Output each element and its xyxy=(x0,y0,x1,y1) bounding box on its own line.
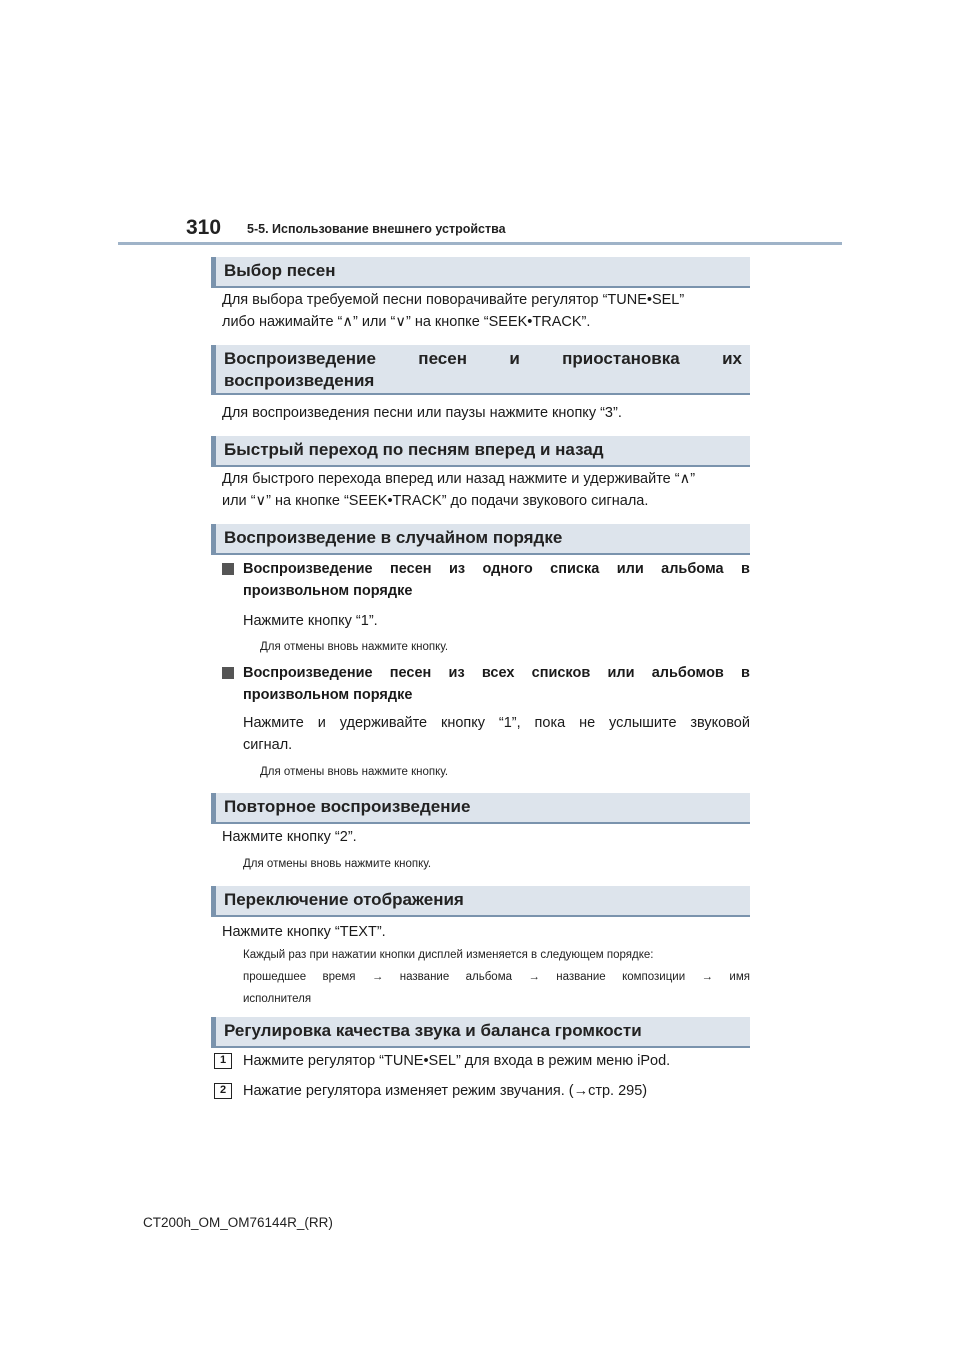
note-random-all: Для отмены вновь нажмите кнопку. xyxy=(260,766,449,778)
square-bullet-icon xyxy=(222,667,234,679)
section-title: Регулировка качества звука и баланса громкости xyxy=(224,1021,642,1040)
word: или xyxy=(607,665,635,681)
word: песен xyxy=(418,349,467,368)
heading-line: произвольном порядке xyxy=(243,583,413,599)
running-head: 5-5. Использование внешнего устройства xyxy=(247,222,506,236)
word: в xyxy=(741,561,750,577)
title-line: воспроизведения xyxy=(224,371,375,390)
note-random-one: Для отмены вновь нажмите кнопку. xyxy=(260,641,449,653)
section-title: Повторное воспроизведение xyxy=(224,797,471,816)
section-heading-play-pause xyxy=(211,345,750,395)
word: списка xyxy=(550,561,600,577)
word: услышите xyxy=(609,715,677,731)
word: кнопку xyxy=(441,715,486,731)
word: Воспроизведение xyxy=(224,349,376,368)
section-title: Переключение отображения xyxy=(224,890,464,909)
text-line: сигнал. xyxy=(243,737,293,753)
word: Нажмите xyxy=(243,715,304,731)
word: из xyxy=(448,561,466,577)
word: не xyxy=(579,715,596,731)
word: название xyxy=(556,971,606,983)
heading-line xyxy=(243,662,750,684)
heading-line xyxy=(243,558,750,580)
word: прошедшее xyxy=(243,971,307,983)
note-line: исполнителя xyxy=(243,993,312,1005)
word: Воспроизведение xyxy=(243,665,373,681)
word: песен xyxy=(390,561,432,577)
header-rule xyxy=(118,242,842,245)
paragraph-random-one: Нажмите кнопку “1”. xyxy=(243,613,378,629)
text-line: Для выбора требуемой песни поворачивайте регулятор “TUNE•SEL” xyxy=(222,292,685,308)
note-line xyxy=(243,966,750,988)
section-heading-fast-skip xyxy=(211,436,750,467)
section-heading-sound xyxy=(211,1017,750,1048)
word: в xyxy=(741,665,750,681)
paragraph-play-pause: Для воспроизведения песни или паузы нажмите кнопку “3”. xyxy=(222,405,622,421)
word: и xyxy=(509,349,520,368)
note-display xyxy=(243,944,750,1010)
arrow-right-icon: → xyxy=(371,971,384,983)
section-heading-display xyxy=(211,886,750,917)
word: альбомов xyxy=(651,665,724,681)
footer-code: CT200h_OM_OM76144R_(RR) xyxy=(143,1215,333,1230)
title-line xyxy=(224,348,742,370)
step-number-badge: 1 xyxy=(214,1053,232,1069)
text-line: либо нажимайте “∧” или “∨” на кнопке “SEEK•TRACK”. xyxy=(222,314,591,330)
word: звуковой xyxy=(690,715,750,731)
paragraph-song-select xyxy=(222,289,750,333)
paragraph-random-all xyxy=(243,712,750,756)
word: имя xyxy=(729,971,750,983)
word: пока xyxy=(534,715,566,731)
paragraph-repeat: Нажмите кнопку “2”. xyxy=(222,829,357,845)
section-heading-random xyxy=(211,524,750,555)
word: и xyxy=(317,715,326,731)
word: одного xyxy=(482,561,533,577)
word: альбома xyxy=(661,561,724,577)
page-number: 310 xyxy=(186,216,222,239)
step-number-badge: 2 xyxy=(214,1083,232,1099)
word: “1”, xyxy=(498,715,521,731)
section-heading-song-select xyxy=(211,257,750,288)
word: альбома xyxy=(465,971,512,983)
word: всех xyxy=(481,665,515,681)
section-heading-repeat xyxy=(211,793,750,824)
step-text: Нажмите регулятор “TUNE•SEL” для входа в режим меню iPod. xyxy=(243,1053,671,1069)
paragraph-fast-skip xyxy=(222,468,750,512)
arrow-right-icon: → xyxy=(701,971,714,983)
word: или xyxy=(616,561,644,577)
word: песен xyxy=(389,665,432,681)
section-title: Выбор песен xyxy=(224,261,336,280)
word: из xyxy=(448,665,465,681)
word: Воспроизведение xyxy=(243,561,373,577)
text-line: Для быстрого перехода вперед или назад нажмите и удерживайте “∧” xyxy=(222,471,696,487)
square-bullet-icon xyxy=(222,563,234,575)
section-title: Воспроизведение в случайном порядке xyxy=(224,528,563,547)
arrow-right-icon: → xyxy=(528,971,540,983)
word: списков xyxy=(531,665,591,681)
heading-line: произвольном порядке xyxy=(243,687,413,703)
word: их xyxy=(722,349,742,368)
note-repeat: Для отмены вновь нажмите кнопку. xyxy=(243,858,432,870)
word: композиции xyxy=(622,971,686,983)
note-line: Каждый раз при нажатии кнопки дисплей изменяется в следующем порядке: xyxy=(243,949,654,961)
word: время xyxy=(322,971,356,983)
text-line: или “∨” на кнопке “SEEK•TRACK” до подачи звукового сигнала. xyxy=(222,493,649,509)
text-line xyxy=(243,712,750,734)
paragraph-display: Нажмите кнопку “TEXT”. xyxy=(222,924,386,940)
section-title: Быстрый переход по песням вперед и назад xyxy=(224,440,604,459)
step-text: Нажатие регулятора изменяет режим звучания. (→стр. 295) xyxy=(243,1083,648,1099)
word: название xyxy=(399,971,450,983)
word: удерживайте xyxy=(339,715,428,731)
word: приостановка xyxy=(562,349,680,368)
